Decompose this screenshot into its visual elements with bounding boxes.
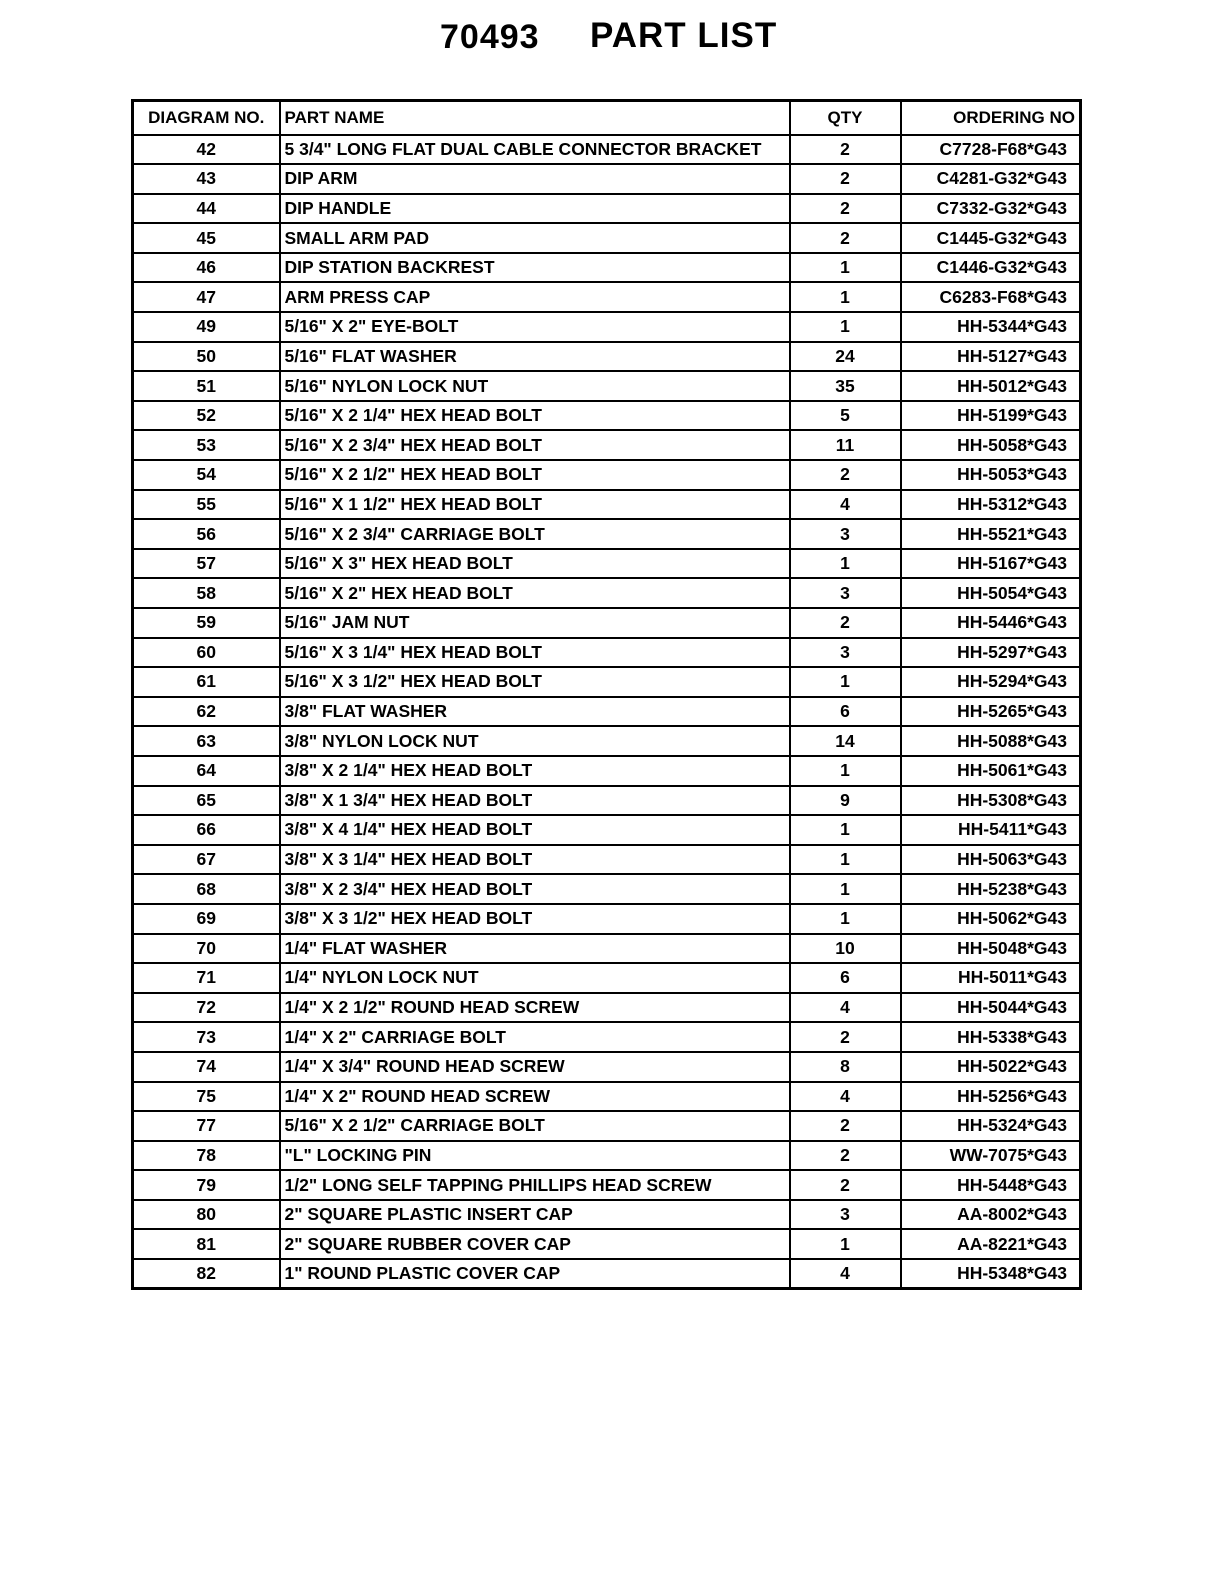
cell-ordering-no: HH-5238*G43	[901, 874, 1081, 904]
cell-qty: 2	[790, 1170, 901, 1200]
cell-diagram-no: 42	[133, 135, 280, 165]
cell-part-name: 5/16" FLAT WASHER	[280, 342, 790, 372]
cell-ordering-no: C1445-G32*G43	[901, 223, 1081, 253]
table-row	[133, 282, 1081, 312]
cell-ordering-no: C7728-F68*G43	[901, 135, 1081, 165]
table-row	[133, 490, 1081, 520]
table-row	[133, 371, 1081, 401]
cell-ordering-no: C1446-G32*G43	[901, 253, 1081, 283]
table-row	[133, 638, 1081, 668]
table-row	[133, 667, 1081, 697]
table-row	[133, 786, 1081, 816]
cell-diagram-no: 73	[133, 1022, 280, 1052]
cell-ordering-no: HH-5344*G43	[901, 312, 1081, 342]
cell-ordering-no: HH-5062*G43	[901, 904, 1081, 934]
cell-ordering-no: WW-7075*G43	[901, 1141, 1081, 1171]
cell-qty: 1	[790, 1229, 901, 1259]
cell-diagram-no: 80	[133, 1200, 280, 1230]
cell-qty: 1	[790, 549, 901, 579]
cell-part-name: DIP HANDLE	[280, 194, 790, 224]
cell-ordering-no: HH-5521*G43	[901, 519, 1081, 549]
cell-ordering-no: HH-5088*G43	[901, 726, 1081, 756]
cell-diagram-no: 78	[133, 1141, 280, 1171]
table-row	[133, 874, 1081, 904]
cell-ordering-no: HH-5348*G43	[901, 1259, 1081, 1289]
cell-part-name: 5/16" X 2" EYE-BOLT	[280, 312, 790, 342]
cell-part-name: 1/4" X 2" CARRIAGE BOLT	[280, 1022, 790, 1052]
cell-diagram-no: 56	[133, 519, 280, 549]
cell-qty: 3	[790, 638, 901, 668]
cell-diagram-no: 50	[133, 342, 280, 372]
cell-qty: 2	[790, 1111, 901, 1141]
table-row	[133, 934, 1081, 964]
cell-ordering-no: HH-5011*G43	[901, 963, 1081, 993]
cell-qty: 6	[790, 963, 901, 993]
column-header-part-name: PART NAME	[280, 101, 790, 135]
cell-qty: 5	[790, 401, 901, 431]
cell-qty: 2	[790, 1141, 901, 1171]
table-row	[133, 342, 1081, 372]
cell-ordering-no: HH-5127*G43	[901, 342, 1081, 372]
cell-diagram-no: 67	[133, 845, 280, 875]
cell-diagram-no: 63	[133, 726, 280, 756]
table-row	[133, 1111, 1081, 1141]
table-body	[133, 135, 1081, 1289]
cell-qty: 35	[790, 371, 901, 401]
model-number: 70493	[440, 18, 540, 56]
cell-ordering-no: HH-5048*G43	[901, 934, 1081, 964]
cell-part-name: "L" LOCKING PIN	[280, 1141, 790, 1171]
cell-ordering-no: HH-5308*G43	[901, 786, 1081, 816]
cell-part-name: 1/4" FLAT WASHER	[280, 934, 790, 964]
cell-qty: 3	[790, 1200, 901, 1230]
cell-part-name: 1" ROUND PLASTIC COVER CAP	[280, 1259, 790, 1289]
cell-diagram-no: 58	[133, 578, 280, 608]
cell-part-name: 5/16" X 2 1/2" CARRIAGE BOLT	[280, 1111, 790, 1141]
cell-qty: 2	[790, 164, 901, 194]
cell-ordering-no: HH-5294*G43	[901, 667, 1081, 697]
cell-diagram-no: 66	[133, 815, 280, 845]
cell-diagram-no: 46	[133, 253, 280, 283]
cell-part-name: 1/4" X 2 1/2" ROUND HEAD SCREW	[280, 993, 790, 1023]
cell-qty: 2	[790, 1022, 901, 1052]
cell-ordering-no: HH-5312*G43	[901, 490, 1081, 520]
cell-part-name: 1/4" X 2" ROUND HEAD SCREW	[280, 1082, 790, 1112]
cell-part-name: 3/8" NYLON LOCK NUT	[280, 726, 790, 756]
table-row	[133, 430, 1081, 460]
cell-qty: 1	[790, 253, 901, 283]
cell-ordering-no: HH-5022*G43	[901, 1052, 1081, 1082]
cell-ordering-no: HH-5054*G43	[901, 578, 1081, 608]
cell-qty: 1	[790, 756, 901, 786]
table-row	[133, 1229, 1081, 1259]
cell-qty: 6	[790, 697, 901, 727]
table-row	[133, 460, 1081, 490]
table-row	[133, 904, 1081, 934]
cell-part-name: 5/16" X 2 3/4" CARRIAGE BOLT	[280, 519, 790, 549]
cell-qty: 2	[790, 194, 901, 224]
cell-part-name: 3/8" X 4 1/4" HEX HEAD BOLT	[280, 815, 790, 845]
table-row	[133, 1200, 1081, 1230]
cell-part-name: DIP ARM	[280, 164, 790, 194]
cell-diagram-no: 59	[133, 608, 280, 638]
cell-qty: 3	[790, 519, 901, 549]
table-row	[133, 726, 1081, 756]
cell-ordering-no: HH-5044*G43	[901, 993, 1081, 1023]
cell-part-name: 3/8" X 2 3/4" HEX HEAD BOLT	[280, 874, 790, 904]
cell-diagram-no: 62	[133, 697, 280, 727]
cell-qty: 4	[790, 1259, 901, 1289]
table-row	[133, 697, 1081, 727]
cell-part-name: 3/8" X 3 1/2" HEX HEAD BOLT	[280, 904, 790, 934]
table-row	[133, 253, 1081, 283]
cell-diagram-no: 70	[133, 934, 280, 964]
cell-diagram-no: 55	[133, 490, 280, 520]
cell-diagram-no: 81	[133, 1229, 280, 1259]
table-row	[133, 549, 1081, 579]
table-row	[133, 963, 1081, 993]
cell-qty: 1	[790, 874, 901, 904]
cell-ordering-no: HH-5199*G43	[901, 401, 1081, 431]
cell-diagram-no: 44	[133, 194, 280, 224]
table-row	[133, 1022, 1081, 1052]
cell-diagram-no: 77	[133, 1111, 280, 1141]
cell-diagram-no: 74	[133, 1052, 280, 1082]
cell-qty: 11	[790, 430, 901, 460]
cell-part-name: 5/16" X 2" HEX HEAD BOLT	[280, 578, 790, 608]
cell-ordering-no: HH-5053*G43	[901, 460, 1081, 490]
cell-qty: 8	[790, 1052, 901, 1082]
cell-part-name: 5/16" X 2 1/2" HEX HEAD BOLT	[280, 460, 790, 490]
cell-part-name: 3/8" X 2 1/4" HEX HEAD BOLT	[280, 756, 790, 786]
cell-qty: 4	[790, 1082, 901, 1112]
cell-qty: 3	[790, 578, 901, 608]
cell-ordering-no: HH-5058*G43	[901, 430, 1081, 460]
cell-diagram-no: 65	[133, 786, 280, 816]
cell-qty: 4	[790, 993, 901, 1023]
cell-diagram-no: 75	[133, 1082, 280, 1112]
cell-ordering-no: HH-5063*G43	[901, 845, 1081, 875]
cell-diagram-no: 45	[133, 223, 280, 253]
cell-qty: 24	[790, 342, 901, 372]
cell-qty: 1	[790, 282, 901, 312]
cell-part-name: 1/4" X 3/4" ROUND HEAD SCREW	[280, 1052, 790, 1082]
column-header-qty: QTY	[790, 101, 901, 135]
cell-qty: 4	[790, 490, 901, 520]
table-row	[133, 164, 1081, 194]
cell-diagram-no: 47	[133, 282, 280, 312]
cell-diagram-no: 72	[133, 993, 280, 1023]
table-row	[133, 993, 1081, 1023]
cell-diagram-no: 68	[133, 874, 280, 904]
cell-diagram-no: 82	[133, 1259, 280, 1289]
cell-ordering-no: HH-5324*G43	[901, 1111, 1081, 1141]
cell-qty: 1	[790, 667, 901, 697]
table-row	[133, 194, 1081, 224]
parts-table	[131, 99, 1082, 1290]
page-title	[0, 14, 1224, 64]
cell-diagram-no: 69	[133, 904, 280, 934]
cell-diagram-no: 71	[133, 963, 280, 993]
table-row	[133, 815, 1081, 845]
cell-ordering-no: C6283-F68*G43	[901, 282, 1081, 312]
table-row	[133, 756, 1081, 786]
cell-diagram-no: 64	[133, 756, 280, 786]
cell-part-name: 3/8" X 3 1/4" HEX HEAD BOLT	[280, 845, 790, 875]
table-row	[133, 1052, 1081, 1082]
cell-part-name: 5/16" X 2 1/4" HEX HEAD BOLT	[280, 401, 790, 431]
table-row	[133, 1259, 1081, 1289]
column-header-diagram: DIAGRAM NO.	[133, 101, 280, 135]
cell-diagram-no: 49	[133, 312, 280, 342]
cell-part-name: 5/16" JAM NUT	[280, 608, 790, 638]
cell-part-name: DIP STATION BACKREST	[280, 253, 790, 283]
cell-part-name: ARM PRESS CAP	[280, 282, 790, 312]
cell-diagram-no: 60	[133, 638, 280, 668]
cell-qty: 14	[790, 726, 901, 756]
cell-part-name: 3/8" FLAT WASHER	[280, 697, 790, 727]
cell-qty: 10	[790, 934, 901, 964]
cell-qty: 2	[790, 460, 901, 490]
table-row	[133, 1141, 1081, 1171]
cell-part-name: 5/16" X 3 1/4" HEX HEAD BOLT	[280, 638, 790, 668]
cell-part-name: 5 3/4" LONG FLAT DUAL CABLE CONNECTOR BRACKET	[280, 135, 790, 165]
cell-part-name: 5/16" X 3" HEX HEAD BOLT	[280, 549, 790, 579]
table-row	[133, 1170, 1081, 1200]
cell-ordering-no: C4281-G32*G43	[901, 164, 1081, 194]
cell-ordering-no: HH-5256*G43	[901, 1082, 1081, 1112]
cell-part-name: SMALL ARM PAD	[280, 223, 790, 253]
table-row	[133, 135, 1081, 165]
table-row	[133, 1082, 1081, 1112]
cell-ordering-no: HH-5012*G43	[901, 371, 1081, 401]
table-row	[133, 845, 1081, 875]
table-row	[133, 312, 1081, 342]
cell-qty: 1	[790, 904, 901, 934]
cell-ordering-no: HH-5448*G43	[901, 1170, 1081, 1200]
cell-diagram-no: 53	[133, 430, 280, 460]
table-row	[133, 223, 1081, 253]
cell-part-name: 5/16" X 2 3/4" HEX HEAD BOLT	[280, 430, 790, 460]
cell-ordering-no: AA-8002*G43	[901, 1200, 1081, 1230]
column-header-ordering-no: ORDERING NO	[901, 101, 1081, 135]
cell-diagram-no: 54	[133, 460, 280, 490]
cell-qty: 2	[790, 135, 901, 165]
cell-ordering-no: HH-5167*G43	[901, 549, 1081, 579]
cell-ordering-no: C7332-G32*G43	[901, 194, 1081, 224]
cell-diagram-no: 79	[133, 1170, 280, 1200]
cell-ordering-no: HH-5297*G43	[901, 638, 1081, 668]
table-row	[133, 519, 1081, 549]
cell-part-name: 2" SQUARE PLASTIC INSERT CAP	[280, 1200, 790, 1230]
cell-ordering-no: AA-8221*G43	[901, 1229, 1081, 1259]
title-label: PART LIST	[590, 16, 778, 55]
cell-part-name: 1/2" LONG SELF TAPPING PHILLIPS HEAD SCREW	[280, 1170, 790, 1200]
cell-qty: 2	[790, 223, 901, 253]
table-header-row	[133, 101, 1081, 135]
cell-ordering-no: HH-5265*G43	[901, 697, 1081, 727]
cell-ordering-no: HH-5411*G43	[901, 815, 1081, 845]
cell-part-name: 3/8" X 1 3/4" HEX HEAD BOLT	[280, 786, 790, 816]
cell-ordering-no: HH-5338*G43	[901, 1022, 1081, 1052]
cell-qty: 1	[790, 815, 901, 845]
cell-diagram-no: 57	[133, 549, 280, 579]
cell-qty: 1	[790, 312, 901, 342]
cell-qty: 9	[790, 786, 901, 816]
cell-ordering-no: HH-5446*G43	[901, 608, 1081, 638]
cell-diagram-no: 61	[133, 667, 280, 697]
cell-part-name: 5/16" X 1 1/2" HEX HEAD BOLT	[280, 490, 790, 520]
cell-part-name: 5/16" X 3 1/2" HEX HEAD BOLT	[280, 667, 790, 697]
table-row	[133, 401, 1081, 431]
table-row	[133, 578, 1081, 608]
cell-part-name: 2" SQUARE RUBBER COVER CAP	[280, 1229, 790, 1259]
cell-ordering-no: HH-5061*G43	[901, 756, 1081, 786]
cell-qty: 2	[790, 608, 901, 638]
cell-diagram-no: 43	[133, 164, 280, 194]
cell-qty: 1	[790, 845, 901, 875]
cell-diagram-no: 51	[133, 371, 280, 401]
cell-part-name: 1/4" NYLON LOCK NUT	[280, 963, 790, 993]
table-row	[133, 608, 1081, 638]
cell-diagram-no: 52	[133, 401, 280, 431]
cell-part-name: 5/16" NYLON LOCK NUT	[280, 371, 790, 401]
